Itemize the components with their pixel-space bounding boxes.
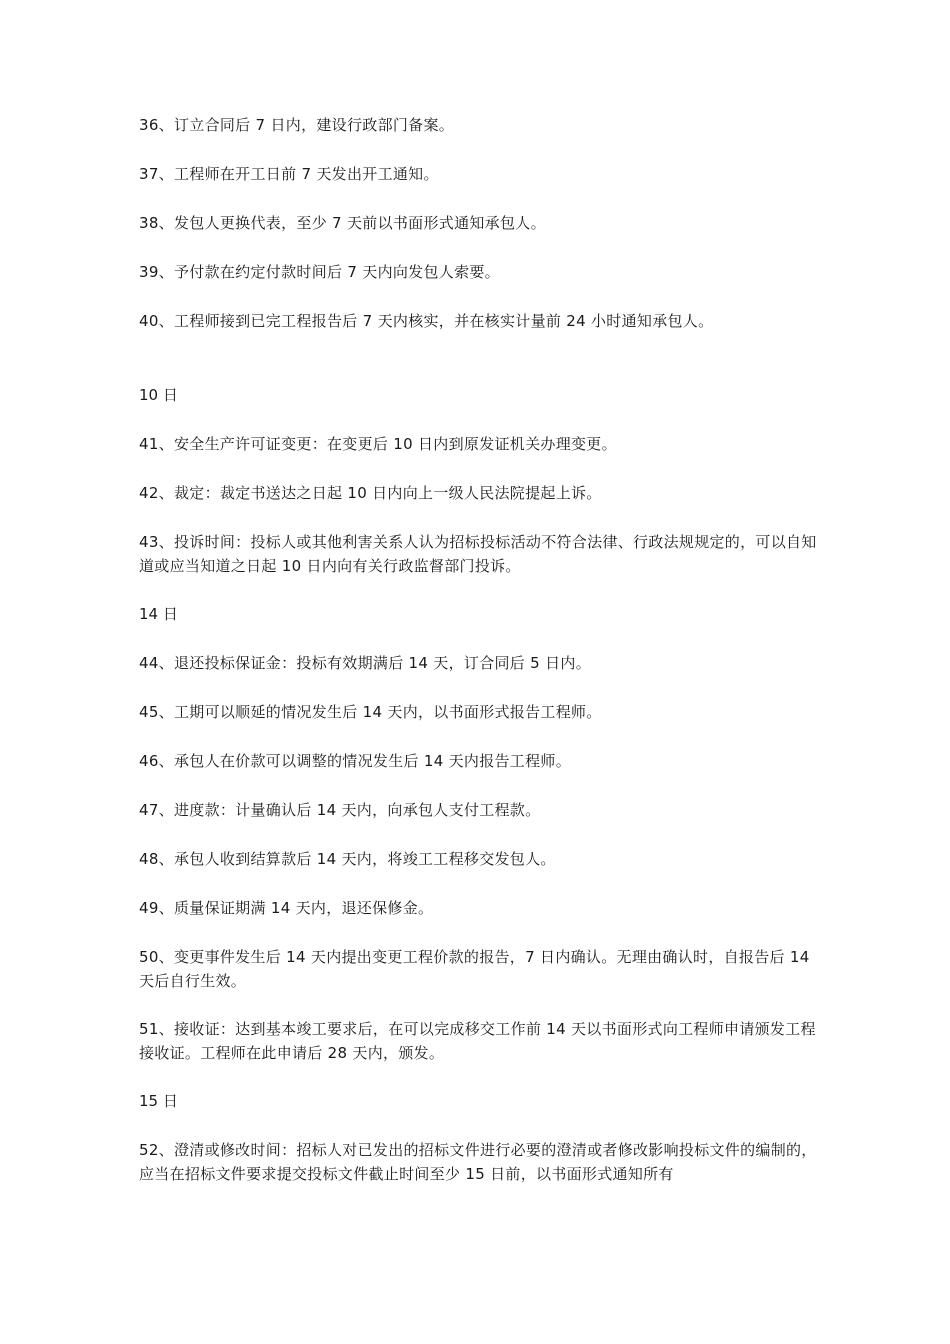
paragraph-46: 46、承包人在价款可以调整的情况发生后 14 天内报告工程师。 [139,752,572,770]
paragraph-50: 50、变更事件发生后 14 天内提出变更工程价款的报告，7 日内确认。无理由确认时，自报告后 14 天后自行生效。 [139,948,810,990]
paragraph-45: 45、工期可以顺延的情况发生后 14 天内，以书面形式报告工程师。 [139,703,602,721]
paragraph-47: 47、进度款：计量确认后 14 天内，向承包人支付工程款。 [139,801,541,819]
section-heading-14-days: 14 日 [139,605,178,623]
section-heading-15-days: 15 日 [139,1092,178,1110]
paragraph-42: 42、裁定：裁定书送达之日起 10 日内向上一级人民法院提起上诉。 [139,484,602,502]
paragraph-36: 36、订立合同后 7 日内，建设行政部门备案。 [139,116,455,134]
paragraph-49: 49、质量保证期满 14 天内，退还保修金。 [139,899,434,917]
paragraph-40: 40、工程师接到已完工程报告后 7 天内核实，并在核实计量前 24 小时通知承包人。 [139,312,714,330]
paragraph-52: 52、澄清或修改时间：招标人对已发出的招标文件进行必要的澄清或者修改影响投标文件的编制的，应当在招标文件要求提交投标文件截止时间至少 15 日前，以书面形式通知所有 [139,1141,817,1183]
paragraph-37: 37、工程师在开工日前 7 天发出开工通知。 [139,165,439,183]
paragraph-41: 41、安全生产许可证变更：在变更后 10 日内到原发证机关办理变更。 [139,435,617,453]
blank-line [139,358,829,383]
paragraph-51: 51、接收证：达到基本竣工要求后，在可以完成移交工作前 14 天以书面形式向工程师申请颁发工程接收证。工程师在此申请后 28 天内，颁发。 [139,1020,816,1062]
document-body [139,113,829,1211]
paragraph-43: 43、投诉时间：投标人或其他利害关系人认为招标投标活动不符合法律、行政法规规定的，可以自知道或应当知道之日起 10 日内向有关行政监督部门投诉。 [139,533,817,575]
paragraph-39: 39、予付款在约定付款时间后 7 天内向发包人索要。 [139,263,500,281]
paragraph-38: 38、发包人更换代表，至少 7 天前以书面形式通知承包人。 [139,214,546,232]
paragraph-48: 48、承包人收到结算款后 14 天内，将竣工工程移交发包人。 [139,850,556,868]
section-heading-10-days: 10 日 [139,386,178,404]
paragraph-44: 44、退还投标保证金：投标有效期满后 14 天，订合同后 5 日内。 [139,654,591,672]
